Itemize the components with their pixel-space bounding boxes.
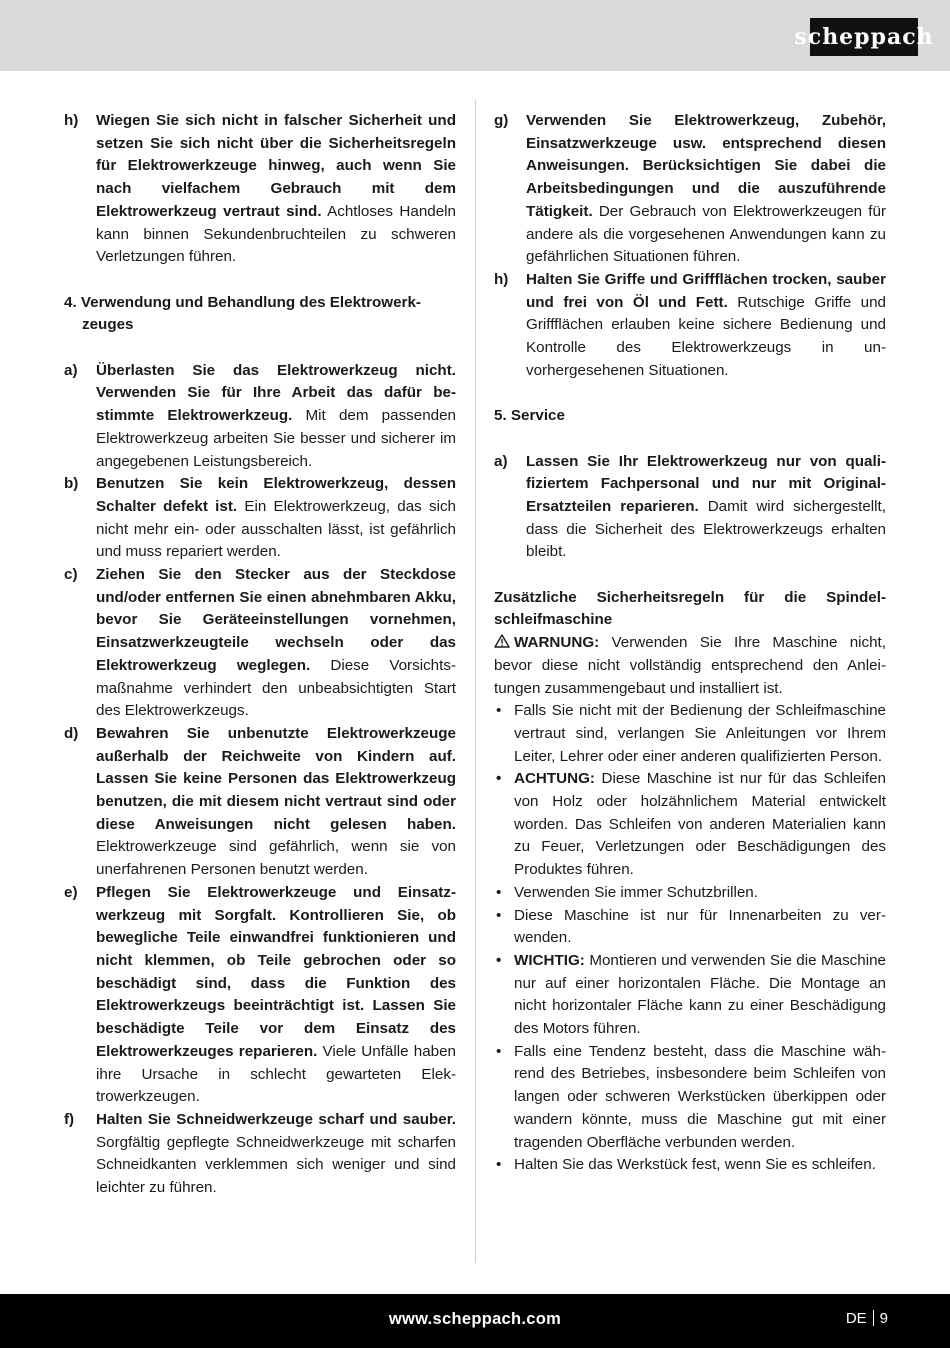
item-bold-text: Bewahren Sie unbenutzte Elektrowerkzeuge außerhalb der Reichweite von Kindern auf. Lassen Sie keine Personen das Elektrowerkzeug benutzen, die mit diesem nicht vertraut sind oder diese Anweisungen nicht gelesen haben. [96,724,456,833]
item-normal-text: Diese Vorsichtsmaßnahme verhindert den unbeabsichtigten Start des Elektrowerkzeugs. [96,656,456,720]
item-text [96,110,456,269]
item-label: e) [64,883,78,901]
item-text [96,723,456,882]
item-normal-text: Elektrowerkzeuge sind gefährlich, wenn sie von unerfahrenen Personen benutzt werden. [96,838,456,879]
rule-g [494,110,886,269]
item-normal-text: Damit wird sichergestellt, dass die Sicherheit des Elektrowerkzeugs erhalten bleibt. [526,497,886,561]
item-bold-text: Verwenden Sie Elektrowerkzeug, Zubehör, Einsatzwerkzeuge usw. entsprechend diesen Anweisungen. Berücksichtigen Sie dabei die Arbeitsbedingungen und die auszuführende Tätigkeit. [526,112,886,220]
rule-h [64,110,456,269]
item-normal-text: Viele Unfälle haben ihre Ursache in schlecht gewarteten Elektrowerkzeugen. [96,1042,456,1106]
item-label: a) [494,452,508,470]
item-text [526,451,886,565]
item-label: b) [64,475,79,493]
rules-list-4 [64,360,456,1200]
list-item [494,1154,886,1177]
rule-h-right [494,269,886,383]
list-item [494,700,886,768]
item-text [96,473,456,564]
rule-b [64,473,456,564]
item-label: f) [64,1110,75,1128]
page-number-value: 9 [879,1310,888,1327]
bullet-icon: • [496,951,502,969]
list-item [494,905,886,950]
rule-d [64,723,456,882]
item-label: g) [494,112,509,129]
item-bold-text: Überlasten Sie das Elektrowerkzeug nicht. Verwenden Sie für Ihre Arbeit das dafür bestimmte Elektrowerkzeug. [96,361,456,425]
item-normal-text: Ein Elektrowerkzeug, das sich nicht mehr ein- oder ausschalten lässt, ist gefährlich und muss repariert werden. [96,497,456,561]
bullet-text: Montieren und verwenden Sie die Maschine nur auf einer horizontalen Fläche. Die Montage an nicht horizontaler Fläche kann zu einer Beschädigung des Motors führen. [514,951,886,1038]
item-label: d) [64,724,79,742]
safety-bullet-list [494,700,886,1177]
page-header [0,0,950,71]
bullet-bold-text: WICHTIG: [514,951,585,969]
item-bold-text: Halten Sie Schneidwerkzeuge scharf und sauber. [96,1110,456,1128]
item-text [526,110,886,269]
separator [873,1310,874,1326]
item-bold-text: Pflegen Sie Elektrowerkzeuge und Einsatzwerkzeug mit Sorgfalt. Kontrollieren Sie, ob bewegliche Teile einwandfrei funktionieren und nicht klemmen, ob Teile gebrochen oder so beschädigt sind, dass die Funktion des Elektrowerkzeugs beeinträchtigt ist. Lassen Sie beschädigte Teile vor dem Einsatz des Elektrowerkzeuges reparieren. [96,883,456,1060]
item-label: h) [64,112,79,129]
bullet-icon: • [496,1156,502,1174]
bullet-text: Diese Maschine ist nur für das Schleifen von Holz oder holzähnlichem Material entwickelt worden. Das Schleifen von anderen Materialien kann zu Feuer, Verletzungen oder Beschädigungen des Produktes führen. [514,770,886,879]
rule-c [64,564,456,723]
list-item [494,768,886,882]
item-bold-text: Halten Sie Griffe und Griffflächen trocken, sauber und frei von Öl und Fett. [526,270,886,311]
bullet-icon: • [496,1042,502,1060]
bullet-text: Diese Maschine ist nur für Innenarbeiten zu verwenden. [514,906,886,947]
item-normal-text: Sorgfältig gepflegte Schneidwerkzeuge mit scharfen Schneidkanten verklemmen sich weniger und sind leichter zu führen. [96,1133,456,1197]
bullet-text: Verwenden Sie immer Schutzbrillen. [514,883,758,901]
warning-text: Verwenden Sie Ihre Maschine nicht, bevor diese nicht vollständig entsprechend den Anleitungen zusammengebaut und installiert ist. [494,634,886,697]
rule-a [64,360,456,474]
list-item [494,882,886,905]
item-bold-text: Lassen Sie Ihr Elektrowerkzeug nur von qualifiziertem Fachpersonal und nur mit Original-Ersatzteilen reparieren. [526,452,886,515]
column-divider [475,100,476,1263]
warning-triangle-icon [494,634,510,648]
section-heading-4: 4. Verwendung und Behandlung des Elektrowerkzeuges [64,293,421,334]
website-link[interactable]: www.scheppach.com [388,1310,562,1328]
bullet-text: Falls eine Tendenz besteht, dass die Maschine während des Betriebes, insbesondere beim Schleifen von langen oder schweren Werkstücken überkippen oder wandern könnte, muss die Maschine gut mit einer tragenden Oberfläche verbunden werden. [514,1042,886,1151]
item-normal-text: Der Gebrauch von Elektrowerkzeugen für andere als die vorgesehenen Anwendungen kann zu gefährlichen Situationen führen. [526,202,886,266]
language-code: DE [845,1310,867,1327]
warning-paragraph [494,632,886,700]
page-footer [0,1294,950,1348]
item-text [96,564,456,723]
bullet-text: Halten Sie das Werkstück fest, wenn Sie es schleifen. [514,1156,876,1174]
bullet-text: Falls Sie nicht mit der Bedienung der Schleifmaschine vertraut sind, verlangen Sie Anleitungen vor Ihrem Leiter, Lehrer oder einer anderen qualifizierten Person. [514,702,886,765]
item-label: h) [494,270,509,288]
rule-f [64,1109,456,1200]
item-normal-text: Rutschige Griffe und Griffflächen erlauben keine sichere Bedienung und Kontrolle des Elektrowerkzeugs in unvorhergesehenen Situationen. [526,293,886,379]
page-number [846,1310,888,1327]
left-column [64,110,456,1200]
item-label: a) [64,361,78,379]
item-text [526,269,886,383]
bullet-icon: • [496,883,502,901]
bullet-icon: • [496,702,502,720]
rule-e [64,882,456,1109]
bullet-icon: • [496,770,502,788]
item-bold-text: Benutzen Sie kein Elektrowerkzeug, dessen Schalter defekt ist. [96,475,456,515]
item-text [96,360,456,474]
item-normal-text: Achtloses Handeln kann binnen Sekundenbruchteilen zu schweren Verletzungen führen. [96,202,456,266]
scheppach-logo: scheppach [810,18,918,56]
item-text [96,1109,456,1200]
additional-safety-heading: Zusätzliche Sicherheitsregeln für die Spindelschleifmaschine [494,588,886,629]
service-rule-a [494,451,886,565]
item-bold-text: Ziehen Sie den Stecker aus der Steckdose und/oder entfernen Sie einen abnehmbaren Akku, bevor Sie Geräteeinstellungen vornehmen, Einsatzwerkzeugteile wechseln oder das Elektrowerkzeug weglegen. [96,566,456,674]
section-heading-5: 5. Service [494,407,565,425]
right-column [494,110,886,1177]
item-bold-text: Wiegen Sie sich nicht in falscher Sicherheit und setzen Sie sich nicht über die Sicherheitsregeln für Elektrowerkzeuge hinweg, auch wenn Sie nach vielfachem Gebrauch mit dem Elektrowerkzeug vertraut sind. [96,112,456,220]
item-label: c) [64,566,78,584]
item-text [96,882,456,1109]
warning-label: WARNUNG: [514,634,600,652]
item-normal-text: Mit dem passenden Elektrowerkzeug arbeiten Sie besser und sicherer im angegebenen Leistungsbereich. [96,407,456,470]
list-item [494,1041,886,1155]
list-item [494,950,886,1041]
bullet-icon: • [496,906,502,924]
bullet-bold-text: ACHTUNG: [514,770,595,788]
